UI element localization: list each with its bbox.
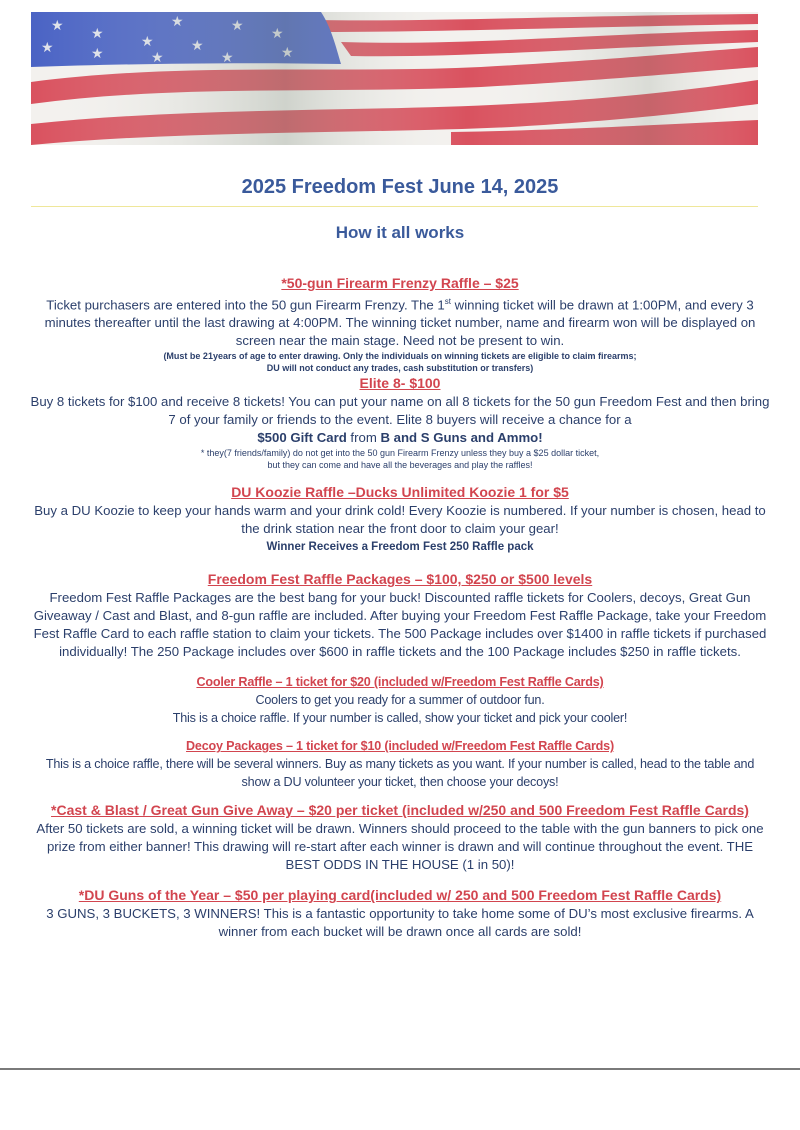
prize-amount: $500 Gift Card (257, 430, 347, 446)
section-guns-of-the-year (30, 886, 770, 941)
section-heading: Freedom Fest Raffle Packages – $100, $250 or $500 levels (207, 571, 593, 588)
page-title: 2025 Freedom Fest June 14, 2025 (241, 176, 559, 198)
section-cooler-raffle (30, 673, 770, 727)
prize-connector: from (346, 430, 381, 446)
section-koozie-raffle (30, 483, 770, 556)
section-body: After 50 tickets are sold, a winning ticket will be drawn. Winners should proceed to the table with the gun banners to pick one prize from either banner! This drawing will re-start after each winner is drawn and will continue throughout the event. THE BEST ODDS IN THE HOUSE (1 in 50)! (36, 821, 764, 873)
section-note: * they(7 friends/family) do not get into the 50 gun Firearm Frenzy unless they buy a $25 dollar ticket, (200, 448, 600, 459)
section-body: This is a choice raffle. If your number is called, show your ticket and pick your cooler! (172, 711, 628, 726)
american-flag-banner (31, 12, 758, 145)
raffle-sections (30, 274, 770, 941)
section-body: This is a choice raffle, there will be several winners. Buy as many tickets as you want. If your number is called, head to the table and show a DU volunteer your ticket, then choose your decoys! (45, 757, 755, 790)
section-firearm-frenzy (30, 274, 770, 374)
winner-prize: Winner Receives a Freedom Fest 250 Raffle pack (266, 541, 534, 554)
body-text: winning ticket will be drawn at 1:00PM, and every 3 minutes thereafter until the last drawing at 4:00PM. The winning ticket number, name and firearm won will be displayed on screen near the main stage. Need not be present to win. (44, 297, 756, 349)
section-elite-8 (30, 374, 770, 471)
section-body: Coolers to get you ready for a summer of outdoor fun. (255, 693, 545, 708)
section-cast-and-blast (30, 801, 770, 874)
title-divider (31, 206, 758, 207)
section-note: (Must be 21years of age to enter drawing. Only the individuals on winning tickets are eligible to claim firearms; (163, 351, 637, 362)
section-heading: *DU Guns of the Year – $50 per playing card(included w/ 250 and 500 Freedom Fest Raffle Cards) (78, 887, 722, 904)
section-heading: Cooler Raffle – 1 ticket for $20 (included w/Freedom Fest Raffle Cards) (196, 675, 604, 690)
section-body (30, 293, 770, 350)
section-note: but they can come and have all the beverages and play the raffles! (267, 460, 533, 471)
section-heading: Decoy Packages – 1 ticket for $10 (included w/Freedom Fest Raffle Cards) (186, 739, 614, 754)
prize-sponsor: B and S Guns and Ammo! (380, 430, 543, 446)
section-note: DU will not conduct any trades, cash substitution or transfers) (266, 363, 534, 374)
prize-line (30, 429, 770, 447)
section-heading: Elite 8- $100 (359, 375, 441, 392)
section-body: Buy 8 tickets for $100 and receive 8 tickets! You can put your name on all 8 tickets for the 50 gun Freedom Fest and then bring 7 of your family or friends to the event. Elite 8 buyers will receive a chance for a (30, 394, 770, 428)
section-raffle-packages (30, 570, 770, 661)
section-heading: *Cast & Blast / Great Gun Give Away – $20 per ticket (included w/250 and 500 Freedom Fest Raffle Cards) (51, 802, 749, 819)
section-body: Buy a DU Koozie to keep your hands warm and your drink cold! Every Koozie is numbered. If your number is chosen, head to the drink station near the front door to claim your gear! (34, 503, 766, 537)
section-body: Freedom Fest Raffle Packages are the best bang for your buck! Discounted raffle tickets for Coolers, decoys, Great Gun Giveaway / Cast and Blast, and 8-gun raffle are included. After buying your Freedom Fest Raffle Package, take your Freedom Fest Raffle Card to each raffle station to claim your tickets. The 500 Package includes over $1400 in raffle tickets if purchased individually! The 250 Package includes over $600 in raffle tickets and the 100 Package includes $250 in raffle tickets. (33, 590, 767, 660)
body-text: Ticket purchasers are entered into the 50 gun Firearm Frenzy. The 1 (46, 297, 445, 313)
section-heading: *50-gun Firearm Frenzy Raffle – $25 (281, 275, 519, 291)
flag-image (31, 12, 758, 145)
section-body: 3 GUNS, 3 BUCKETS, 3 WINNERS! This is a fantastic opportunity to take home some of DU’s most exclusive firearms. A winner from each bucket will be drawn once all cards are sold! (46, 906, 754, 940)
page-bottom-rule (0, 1068, 800, 1070)
section-decoy-packages (30, 737, 770, 791)
section-heading: DU Koozie Raffle –Ducks Unlimited Koozie 1 for $5 (231, 484, 569, 501)
ordinal-suffix: st (444, 297, 451, 306)
page-subtitle: How it all works (335, 223, 465, 242)
